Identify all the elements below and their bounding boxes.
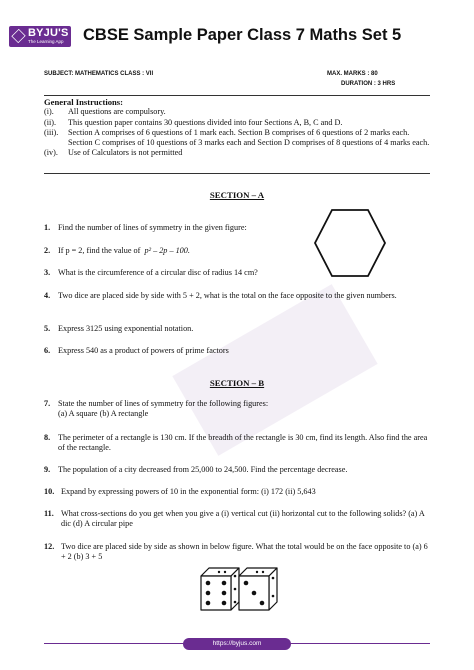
- question-11: 11. What cross-sections do you get when you give a (i) vertical cut (ii) horizontal cut to the following solids? (a) A dic (d) A circular pipe: [44, 509, 425, 529]
- question-1: 1. Find the number of lines of symmetry in the given figure:: [44, 223, 247, 232]
- byjus-logo: [9, 26, 71, 47]
- dice-figure: [199, 562, 279, 614]
- instruction-item: (i). All questions are compulsory.: [44, 107, 166, 117]
- question-3: 3. What is the circumference of a circular disc of radius 14 cm?: [44, 268, 258, 277]
- question-9: 9. The population of a city decreased from 25,000 to 24,500. Find the percentage decrease.: [44, 465, 348, 474]
- question-4: 4. Two dice are placed side by side with 5 + 2, what is the total on the face opposite to the given numbers.: [44, 291, 397, 300]
- footer-line: [291, 643, 430, 644]
- general-instructions: [44, 97, 430, 159]
- divider: [44, 95, 430, 96]
- question-2: 2. If p = 2, find the value of p² – 2p – 100.: [44, 246, 190, 255]
- divider: [44, 173, 430, 174]
- section-b-title: SECTION – B: [209, 378, 265, 388]
- question-5: 5. Express 3125 using exponential notation.: [44, 324, 194, 333]
- question-7: 7. State the number of lines of symmetry for the following figures: (a) A square (b) A rectangle: [44, 399, 269, 419]
- logo-tagline: The Learning App: [28, 39, 64, 44]
- logo-mark-icon: [11, 29, 25, 43]
- question-12: 12. Two dice are placed side by side as shown in below figure. What the total would be on the face opposite to (a) 6 + 2 (b) 3 + 5: [44, 542, 428, 562]
- expression: p² – 2p – 100.: [144, 246, 190, 255]
- instruction-item: (iv). Use of Calculators is not permitted: [44, 148, 183, 158]
- duration: DURATION : 3 HRS: [341, 81, 396, 87]
- subject-line: SUBJECT: MATHEMATICS CLASS : VII: [44, 71, 154, 77]
- footer-line: [44, 643, 183, 644]
- instruction-item: (iii). Section A comprises of 6 questions of 1 mark each. Section B comprises of 6 questions of 2 marks each. Section C comprises of 10 questions of 3 marks each and Section D comprises of 8 questions of 4 marks each.: [44, 127, 430, 148]
- instruction-item: (ii). This question paper contains 30 questions divided into four Sections A, B, C and D.: [44, 117, 343, 127]
- question-8: 8. The perimeter of a rectangle is 130 cm. If the breadth of the rectangle is 30 cm, find its length. Also find the area of the rectangle.: [44, 433, 428, 453]
- question-6: 6. Express 540 as a product of powers of prime factors: [44, 346, 229, 355]
- question-10: 10. Expand by expressing powers of 10 in the exponential form: (i) 172 (ii) 5,643: [44, 487, 316, 496]
- instructions-heading: General Instructions:: [44, 97, 124, 107]
- page-title: CBSE Sample Paper Class 7 Maths Set 5: [83, 26, 402, 44]
- logo-name: BYJU'S: [28, 27, 69, 39]
- max-marks: MAX. MARKS : 80: [327, 71, 378, 77]
- page-header: [0, 0, 474, 52]
- hexagon-figure: [313, 208, 387, 278]
- section-a-title: SECTION – A: [209, 190, 265, 200]
- footer-website-link[interactable]: https://byjus.com: [183, 638, 291, 650]
